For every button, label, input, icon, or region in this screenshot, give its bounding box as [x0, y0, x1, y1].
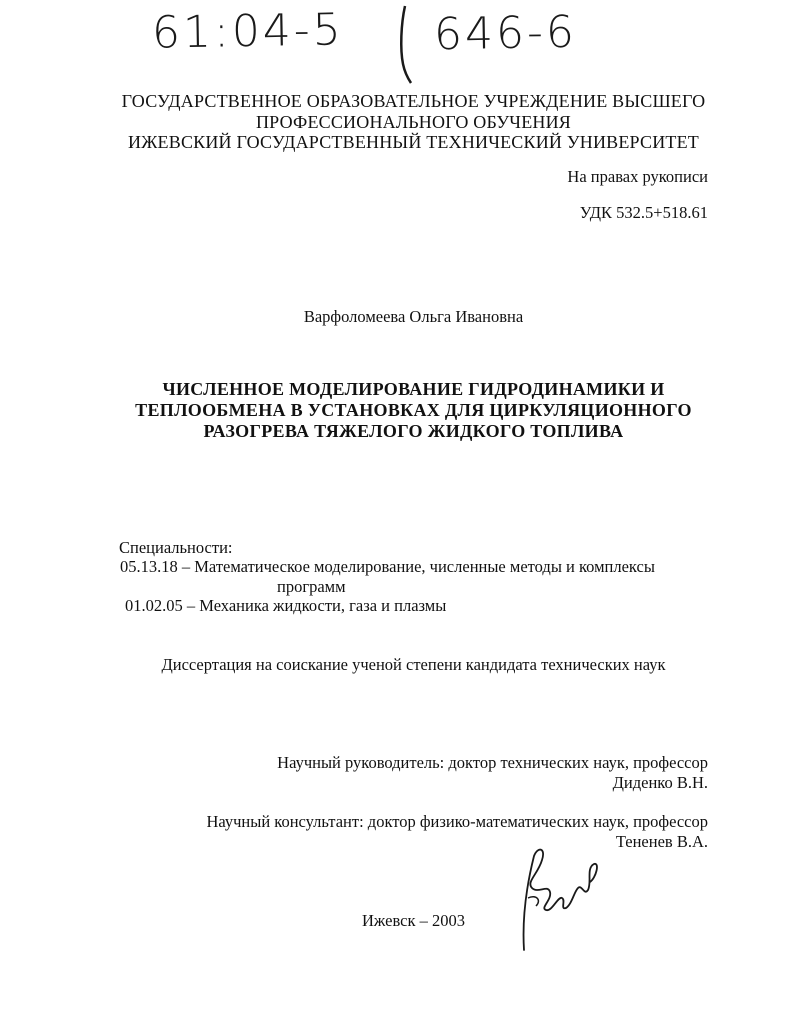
specialty-1-line-2: программ	[277, 577, 346, 596]
consultant-title: Научный консультант: доктор физико-математических наук, профессор	[206, 812, 708, 831]
handwritten-archive-number-right: 646-6	[433, 6, 578, 61]
place-and-year: Ижевск – 2003	[362, 911, 465, 930]
institution-line-2: ПРОФЕССИОНАЛЬНОГО ОБУЧЕНИЯ	[255, 112, 571, 132]
institution-line-3: ИЖЕВСКИЙ ГОСУДАРСТВЕННЫЙ ТЕХНИЧЕСКИЙ УНИВЕРСИТЕТ	[128, 132, 699, 152]
manuscript-rights-note: На правах рукописи	[567, 167, 708, 186]
specialty-2: 01.02.05 – Механика жидкости, газа и плазмы	[125, 596, 447, 615]
author-name: Варфоломеева Ольга Ивановна	[303, 307, 524, 326]
dissertation-title-line-3: РАЗОГРЕВА ТЯЖЕЛОГО ЖИДКОГО ТОПЛИВА	[203, 421, 624, 441]
udc-code: УДК 532.5+518.61	[579, 203, 708, 222]
consultant-name: Тененев В.А.	[615, 832, 708, 851]
handwritten-divider-stroke	[395, 4, 415, 84]
supervisor-name: Диденко В.Н.	[612, 773, 708, 792]
handwritten-archive-number-left: 61:04-5	[151, 4, 345, 59]
signature	[512, 838, 612, 958]
degree-statement: Диссертация на соискание ученой степени кандидата технических наук	[161, 655, 666, 674]
supervisor-title: Научный руководитель: доктор технических наук, профессор	[277, 753, 708, 772]
specialty-1-line-1: 05.13.18 – Математическое моделирование, численные методы и комплексы	[120, 557, 655, 576]
specialties-heading: Специальности:	[119, 538, 233, 557]
institution-line-1: ГОСУДАРСТВЕННОЕ ОБРАЗОВАТЕЛЬНОЕ УЧРЕЖДЕНИЕ ВЫСШЕГО	[121, 91, 706, 111]
dissertation-title-line-2: ТЕПЛООБМЕНА В УСТАНОВКАХ ДЛЯ ЦИРКУЛЯЦИОННОГО	[135, 400, 692, 420]
dissertation-title-line-1: ЧИСЛЕННОЕ МОДЕЛИРОВАНИЕ ГИДРОДИНАМИКИ И	[162, 379, 665, 399]
